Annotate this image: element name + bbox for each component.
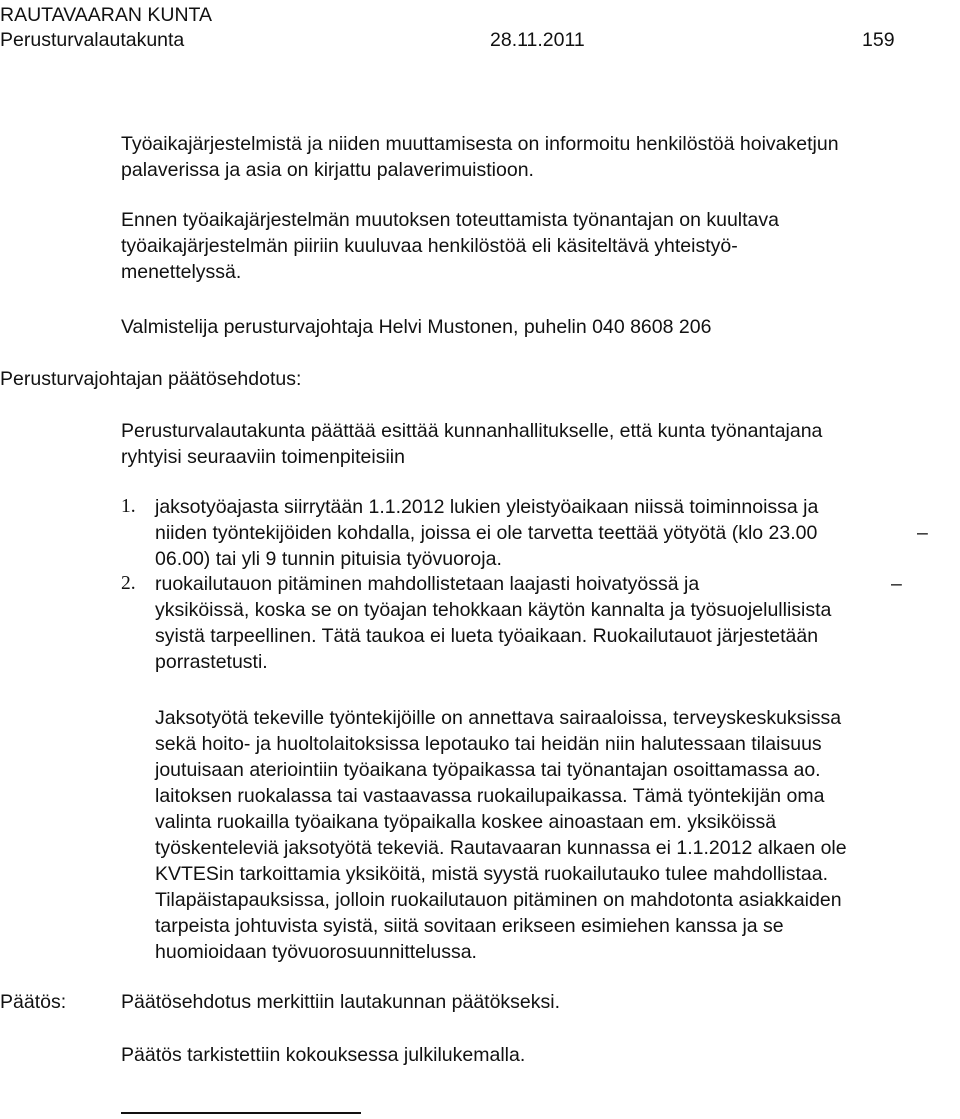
decision-label: Päätös: bbox=[0, 991, 67, 1013]
text-line: tarpeista johtuvista syistä, siitä sovitaan erikseen esimiehen kanssa ja se bbox=[155, 915, 784, 937]
text-line: valinta ruokailla työaikana työpaikalla koskee ainoastaan em. yksiköissä bbox=[155, 811, 777, 833]
preparer-line: Valmistelija perusturvajohtaja Helvi Mustonen, puhelin 040 8608 206 bbox=[121, 316, 712, 338]
text-line: Ennen työaikajärjestelmän muutoksen toteuttamista työnantajan on kuultava bbox=[121, 209, 779, 231]
item-number: 2. bbox=[121, 573, 136, 594]
proposal-label: Perusturvajohtajan päätösehdotus: bbox=[0, 368, 302, 390]
cooperation-paragraph bbox=[121, 207, 951, 285]
text-line: työaikajärjestelmän piiriin kuuluvaa henkilöstöä eli käsiteltävä yhteistyö- bbox=[121, 235, 738, 257]
proposal-intro bbox=[121, 418, 951, 470]
lunch-break-details bbox=[155, 705, 955, 965]
text-line: sekä hoito- ja huoltolaitoksissa lepotauko tai heidän niin halutessaan tilaisuus bbox=[155, 733, 822, 755]
meeting-date: 28.11.2011 bbox=[490, 29, 585, 51]
text-line: laitoksen ruokalassa tai vastaavassa ruokailupaikassa. Tämä työntekijän oma bbox=[155, 785, 825, 807]
text-line: porrastetusti. bbox=[155, 651, 268, 673]
item-number: 1. bbox=[121, 496, 136, 517]
text-line: 06.00) tai yli 9 tunnin pituisia työvuoroja. bbox=[155, 548, 502, 570]
signature-line bbox=[121, 1112, 361, 1114]
text-line: niiden työntekijöiden kohdalla, joissa ei ole tarvetta teettää yötyötä (klo 23.00 bbox=[155, 522, 818, 544]
item-text bbox=[155, 494, 955, 572]
text-line: Jaksotyötä tekeville työntekijöille on annettava sairaaloissa, terveyskeskuksissa bbox=[155, 707, 842, 729]
text-line: huomioidaan työvuorosuunnittelussa. bbox=[155, 941, 477, 963]
text-line: joutuisaan ateriointiin työaikana työpaikassa tai työnantajan osoittamassa ao. bbox=[155, 759, 821, 781]
organization-name: RAUTAVAARAN KUNTA bbox=[0, 4, 212, 26]
text-line: ryhtyisi seuraaviin toimenpiteisiin bbox=[121, 446, 405, 468]
text-line: palaverissa ja asia on kirjattu palaverimuistioon. bbox=[121, 159, 534, 181]
decision-text: Päätösehdotus merkittiin lautakunnan päätökseksi. bbox=[121, 991, 561, 1013]
text-line: syistä tarpeellinen. Tätä taukoa ei lueta työaikaan. Ruokailutauot järjestetään bbox=[155, 625, 819, 647]
text-line: työskenteleviä jaksotyötä tekeviä. Rautavaaran kunnassa ei 1.1.2012 alkaen ole bbox=[155, 837, 847, 859]
text-line: yksiköissä, koska se on työajan tehokkaan käytön kannalta ja työsuojelullisista bbox=[155, 599, 832, 621]
decision-check-text: Päätös tarkistettiin kokouksessa julkilukemalla. bbox=[121, 1044, 526, 1066]
text-line: Tilapäistapauksissa, jolloin ruokailutauon pitäminen on mahdotonta asiakkaiden bbox=[155, 889, 842, 911]
committee-name: Perusturvalautakunta bbox=[0, 29, 185, 51]
text-line: KVTESin tarkoittamia yksiköitä, mistä syystä ruokailutauko tulee mahdollistaa. bbox=[155, 863, 829, 885]
text-line: menettelyssä. bbox=[121, 261, 242, 283]
item-text bbox=[155, 571, 955, 675]
dash-mark: – bbox=[891, 573, 902, 595]
informed-paragraph bbox=[121, 131, 951, 183]
text-line: Työaikajärjestelmistä ja niiden muuttamisesta on informoitu henkilöstöä hoivaketjun bbox=[121, 133, 839, 155]
text-line: ruokailutauon pitäminen mahdollistetaan laajasti hoivatyössä ja bbox=[155, 573, 700, 595]
text-line: Perusturvalautakunta päättää esittää kunnanhallitukselle, että kunta työnantajana bbox=[121, 420, 823, 442]
text-line: jaksotyöajasta siirrytään 1.1.2012 lukien yleistyöaikaan niissä toiminnoissa ja bbox=[155, 496, 819, 518]
page-number: 159 bbox=[862, 29, 895, 51]
dash-mark: – bbox=[917, 522, 928, 544]
